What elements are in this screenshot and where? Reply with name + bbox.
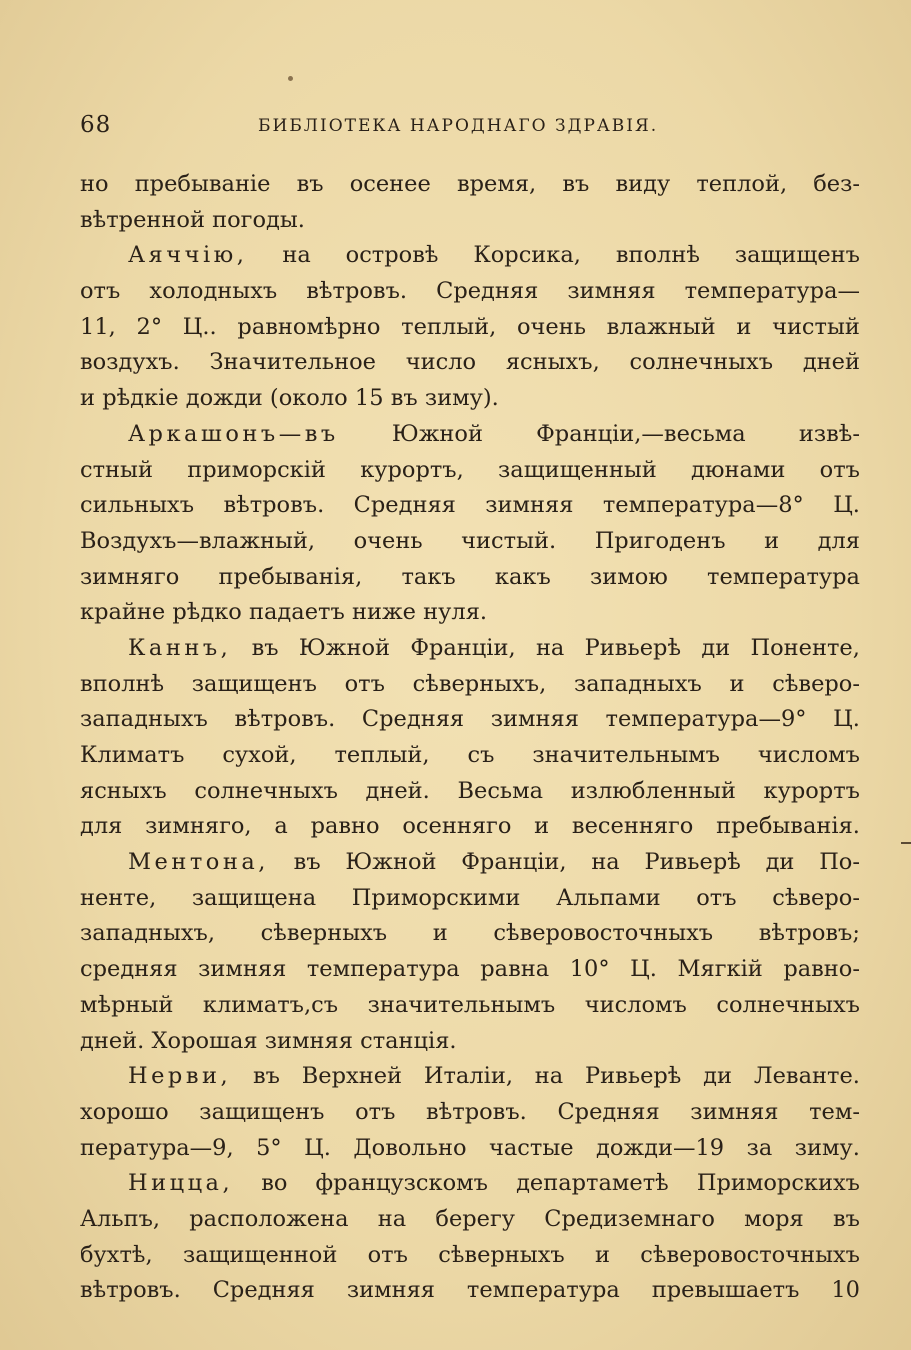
text-line: сильныхъ вѣтровъ. Средняя зимняя температура—8° Ц. [80,492,860,519]
text-line: Нерви, въ Верхней Италіи, на Ривьерѣ ди Леванте. [128,1063,860,1090]
text-line: отъ холодныхъ вѣтровъ. Средняя зимняя температура— [80,278,860,305]
text-line: западныхъ, сѣверныхъ и сѣверовосточныхъ вѣтровъ; [80,920,860,947]
text-line: для зимняго, а равно осенняго и весенняго пребыванія. [80,813,860,840]
text-line: Альпъ, расположена на берегу Средиземнаго моря въ [80,1205,860,1232]
text-line: Климатъ сухой, теплый, съ значительнымъ числомъ [80,742,860,768]
text-line: стный приморскій курортъ, защищенный дюнами отъ [80,456,860,483]
text-line: Аркашонъ—въ Южной Франціи,—весьма извѣ- [128,420,860,447]
running-title: БИБЛІОТЕКА НАРОДНАГО ЗДРАВІЯ. [258,116,659,136]
text-line: пература—9, 5° Ц. Довольно частые дожди—19 за зиму. [80,1134,860,1161]
text-line: зимняго пребыванія, такъ какъ зимою температура [80,563,860,590]
text-line: средняя зимняя температура равна 10° Ц. Мягкій равно- [80,956,860,983]
text-line: ненте, защищена Приморскими Альпами отъ сѣверо- [80,884,860,911]
text-line: Ницца, во французскомъ департаметѣ Приморскихъ [128,1170,860,1197]
text-line: Каннъ, въ Южной Франціи, на Ривьерѣ ди Поненте, [128,634,860,661]
page-header [80,112,860,142]
text-line: но пребываніе въ осенее время, въ виду теплой, без- [80,171,860,197]
text-line: и рѣдкіе дожди (около 15 въ зиму). [80,385,499,412]
page-number: 68 [80,112,112,138]
text-line: вполнѣ защищенъ отъ сѣверныхъ, западныхъ и сѣверо- [80,670,860,697]
text-line: 11, 2° Ц.. равномѣрно теплый, очень влажный и чистый [80,313,860,340]
text-line: мѣрный климатъ,съ значительнымъ числомъ солнечныхъ [80,991,860,1018]
text-line: вѣтровъ. Средняя зимняя температура превышаетъ 10 [80,1277,860,1304]
text-line: Воздухъ—влажный, очень чистый. Пригоденъ и для [80,527,860,554]
text-line: Ментона, въ Южной Франціи, на Ривьерѣ ди По- [128,849,860,876]
text-line: вѣтренной погоды. [80,206,305,233]
page-speck [288,76,293,81]
body-text [80,167,860,1309]
text-line: хорошо защищенъ отъ вѣтровъ. Средняя зимняя тем- [80,1098,860,1125]
text-line: Аяччію, на островѣ Корсика, вполнѣ защищенъ [128,242,860,269]
text-line: бухтѣ, защищенной отъ сѣверныхъ и сѣверовосточныхъ [80,1241,860,1268]
text-line: дней. Хорошая зимняя станція. [80,1027,457,1054]
margin-mark [901,842,911,844]
text-line: западныхъ вѣтровъ. Средняя зимняя температура—9° Ц. [80,706,860,733]
text-line: воздухъ. Значительное число ясныхъ, солнечныхъ дней [80,349,860,376]
text-line: крайне рѣдко падаетъ ниже нуля. [80,599,488,626]
text-line: ясныхъ солнечныхъ дней. Весьма излюбленный курортъ [80,777,860,804]
